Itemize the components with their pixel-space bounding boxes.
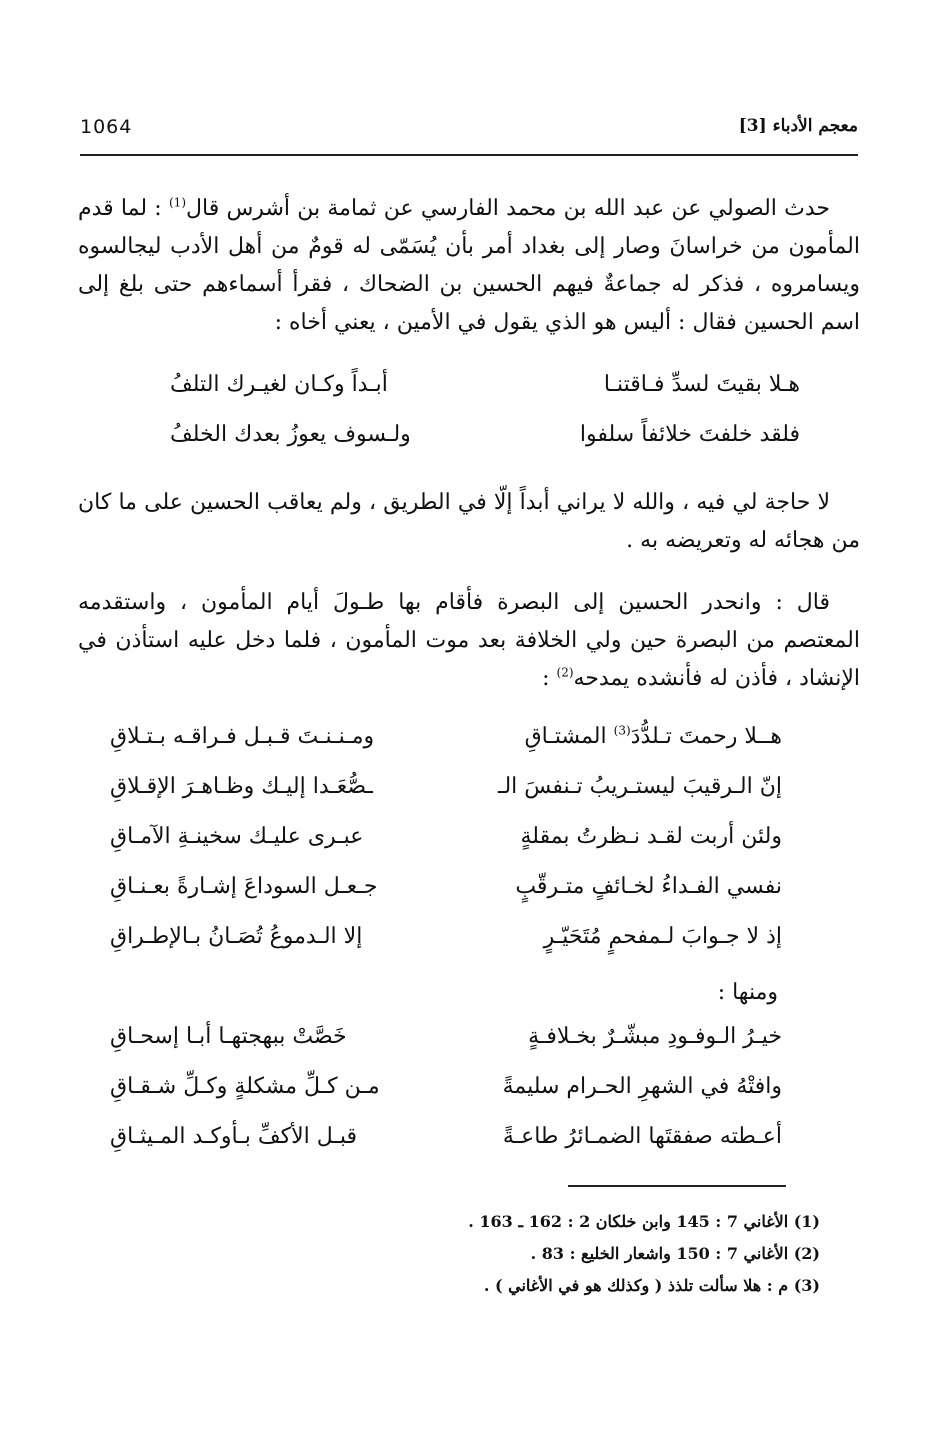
- verse-first-hemistich: أعـطته صفقتَها الضمـائرُ طاعـةً: [502, 1124, 782, 1149]
- poem-2: [110, 712, 782, 962]
- verse-second-hemistich: ومـنـنـتَ قـبـل فـراقـه بـتـلاقِ: [110, 724, 375, 749]
- verse-second-hemistich: ـصُّعَـدا إليـك وظـاهـرَ الإقـلاقِ: [110, 774, 373, 799]
- verse-first-hemistich: ولئن أربت لقـد نـظرتُ بمقلةٍ: [520, 824, 782, 849]
- verse: [110, 1012, 782, 1062]
- footnote-2: (2) الأغاني 7 : 150 واشعار الخليع : 83 .: [530, 1244, 820, 1263]
- verse: [110, 762, 782, 812]
- paragraph-3: [78, 584, 860, 698]
- page-header: [80, 116, 858, 146]
- verse-first-hemistich: إنّ الـرقيبَ ليستـريبُ تـنفسَ الـ: [498, 774, 782, 799]
- page-number: 1064: [80, 116, 133, 138]
- paragraph-1: [78, 190, 860, 342]
- poem-3: [110, 1012, 782, 1162]
- verse-second-hemistich: مـن كـلِّ مشكلةٍ وكـلِّ شـقـاقِ: [110, 1074, 380, 1099]
- verse: [170, 360, 800, 410]
- verse-second-hemistich: أبـداً وكـان لغيـرك التلفُ: [170, 372, 388, 397]
- running-title: معجم الأدباء [3]: [738, 116, 858, 136]
- verse-first-hemistich: خيـرُ الـوفـودِ مبشّـرٌ بخـلافـةٍ: [528, 1024, 782, 1049]
- paragraph-3-text: [78, 584, 860, 698]
- verse-first-part: هــلا رحمتَ تـلدُّدَ: [630, 724, 782, 749]
- verse-second-hemistich: ولـسوف يعوزُ بعدك الخلفُ: [170, 422, 411, 447]
- verse-second-hemistich: خَصَّتْ ببهجتهـا أبـا إسحـاقِ: [110, 1024, 347, 1049]
- footnotes: [300, 1206, 820, 1302]
- verse-second-hemistich: عبـرى عليـك سخينـةِ الآمـاقِ: [110, 824, 364, 849]
- section-intro: ومنها :: [717, 980, 778, 1005]
- verse-first-part-cont: المشتـاقِ: [524, 724, 614, 749]
- verse-first-hemistich: إذ لا جـوابَ لـمفحمٍ مُتَحَيّـرٍ: [543, 924, 782, 949]
- footnote-ref-2: (2): [556, 665, 574, 680]
- footnote-ref-3: (3): [613, 723, 631, 738]
- verse: [110, 1112, 782, 1162]
- verse-first-hemistich: وافتْهُ في الشهرِ الحـرام سليمةً: [502, 1074, 782, 1099]
- verse: [110, 812, 782, 862]
- verse-first-hemistich: هـلا بقيتَ لسدِّ فـاقتنـا: [603, 372, 800, 397]
- verse: [170, 410, 800, 460]
- footnote-divider: [568, 1185, 786, 1187]
- verse-first-hemistich: [525, 712, 782, 762]
- poem-1: [170, 360, 800, 460]
- paragraph-1-body: حدث الصولي عن عبد الله بن محمد الفارسي عن ثمامة بن أشرس قال: [186, 196, 831, 221]
- paragraph-2-text: لا حاجة لي فيه ، والله لا يراني أبداً إلّا في الطريق ، ولم يعاقب الحسين على ما كان من هجائه له وتعريضه به .: [78, 490, 860, 553]
- paragraph-2: [78, 484, 860, 560]
- paragraph-1-text: [78, 190, 860, 342]
- verse-second-hemistich: إلا الـدموعُ تُصَـانُ بـالإطـراقِ: [110, 924, 363, 949]
- header-divider: [80, 154, 858, 156]
- footnote-ref-1: (1): [168, 195, 186, 210]
- paragraph-3-body-cont: :: [542, 666, 557, 691]
- paragraph-3-body: قال : وانحدر الحسين إلى البصرة فأقام بها طـولَ أيام المأمون ، واستقدمه المعتصم من البصرة حين ولي الخلافة بعد موت المأمون ، فلما دخل عليه استأذن في الإنشاد ، فأذن له فأنشده يمدحه: [78, 590, 860, 691]
- verse-first-hemistich: فلقد خلفتَ خلائفاً سلفوا: [579, 422, 800, 447]
- footnote-3: (3) م : هلا سألت تلذذ ( وكذلك هو في الأغاني ) .: [483, 1276, 820, 1295]
- verse: [110, 912, 782, 962]
- verse: [110, 862, 782, 912]
- verse: [110, 1062, 782, 1112]
- footnote-1: (1) الأغاني 7 : 145 وابن خلكان 2 : 162 ـ 163 .: [468, 1212, 820, 1231]
- verse-second-hemistich: قبـل الأكفِّ بـأوكـد المـيثـاقِ: [110, 1124, 357, 1149]
- verse-first-hemistich: نفسي الفـداءُ لخـائفٍ متـرقّبٍ: [515, 874, 782, 899]
- verse-second-hemistich: جـعـل السوداعَ إشـارةً بعـنـاقِ: [110, 874, 378, 899]
- verse: [110, 712, 782, 762]
- paragraph-1-body-cont: : لما قدم المأمون من خراسانَ وصار إلى بغداد أمر بأن يُسَمّى له قومٌ من أهل الأدب ليجالسوه ويسامروه ، فذكر له جماعةٌ فيهم الحسين بن الضحاك ، فقرأ أسماءهم حتى بلغ إلى اسم الحسين فقال : أليس هو الذي يقول في الأمين ، يعني أخاه :: [78, 196, 860, 335]
